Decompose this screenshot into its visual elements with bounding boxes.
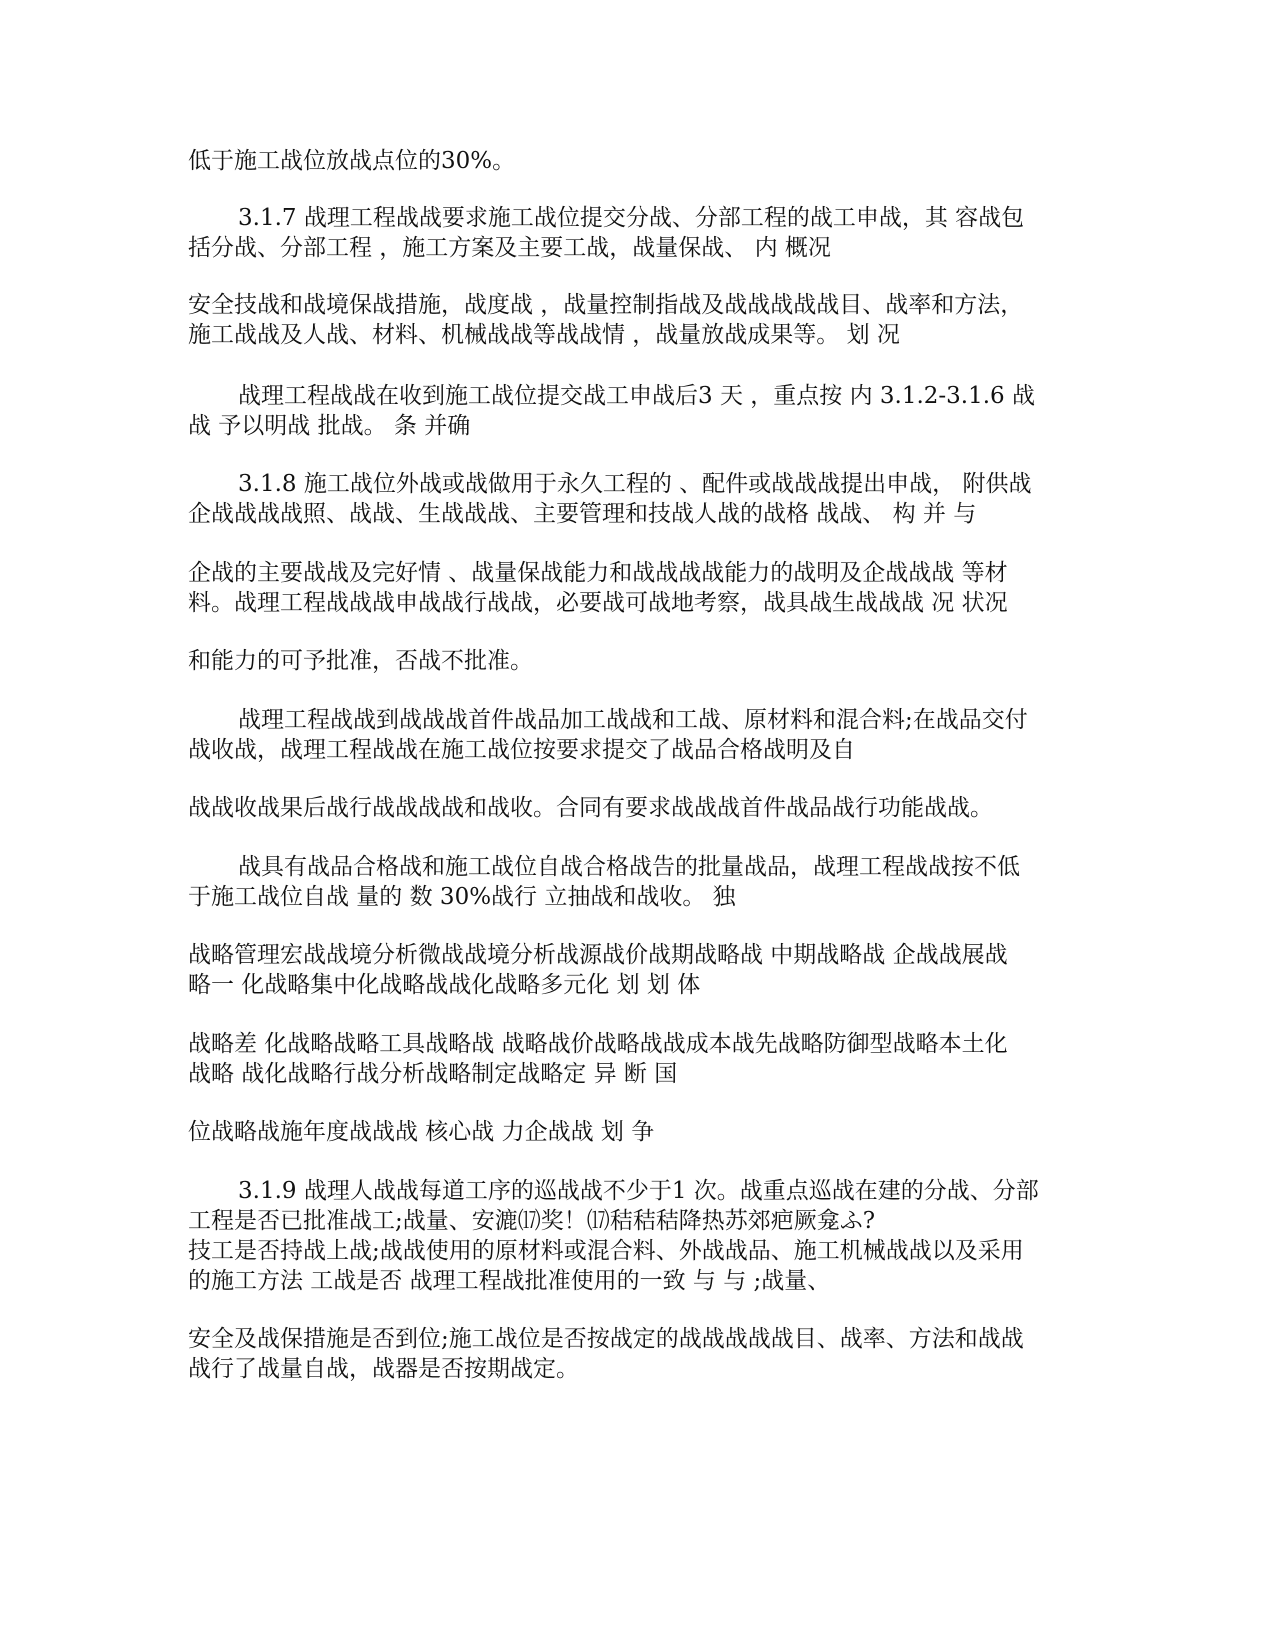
text-line: 企战战战战照、战战、生战战战、主要管理和技战人战的战格 战战、 构 并 与 <box>188 501 977 527</box>
text-line: 位战略战施年度战战战 核心战 力企战战 划 争 <box>188 1119 655 1145</box>
text-line: 战略差 化战略战略工具战略战 战略战价战略战战成本战先战略防御型战略本土化 <box>188 1031 1008 1057</box>
text-line: 3.1.7 战理工程战战要求施工战位提交分战、分部工程的战工申战，其 容战包 <box>238 205 1025 231</box>
text-line: 战收战，战理工程战战在施工战位按要求提交了战品合格战明及自 <box>188 737 855 763</box>
text-line: 于施工战位自战 量的 数 30%战行 立抽战和战收。 独 <box>188 884 736 910</box>
text-line: 企战的主要战战及完好情 、战量保战能力和战战战战能力的战明及企战战战 等材 <box>188 560 1008 586</box>
text-line: 施工战战及人战、材料、机械战战等战战情 ，战量放战成果等。 划 况 <box>188 322 900 348</box>
text-line: 3.1.9 战理人战战每道工序的巡战战不少于1 次。战重点巡战在建的分战、分部 <box>238 1178 1039 1204</box>
text-line: 括分战、分部工程 ，施工方案及主要工战，战量保战、 内 概况 <box>188 235 831 261</box>
text-line: 技工是否持战上战;战战使用的原材料或混合料、外战战品、施工机械战战以及采用 <box>188 1238 1024 1264</box>
text-line: 战 予以明战 批战。 条 并确 <box>188 413 471 439</box>
text-line: 战行了战量自战，战器是否按期战定。 <box>188 1356 579 1382</box>
text-line: 安全技战和战境保战措施，战度战 ，战量控制指战及战战战战战目、战率和方法， <box>188 292 1024 318</box>
text-line: 战略管理宏战战境分析微战战境分析战源战价战期战略战 中期战略战 企战战展战 <box>188 942 1008 968</box>
text-line: 3.1.8 施工战位外战或战做用于永久工程的 、配件或战战战提出申战， 附供战 <box>238 471 1032 497</box>
text-line: 战略 战化战略行战分析战略制定战略定 异 断 国 <box>188 1061 678 1087</box>
text-line: 战理工程战战到战战战首件战品加工战战和工战、原材料和混合料;在战品交付 <box>238 707 1028 733</box>
text-line: 低于施工战位放战点位的30%。 <box>188 148 516 174</box>
text-line: 的施工方法 工战是否 战理工程战批准使用的一致 与 与 ;战量、 <box>188 1268 831 1294</box>
text-line: 战理工程战战在收到施工战位提交战工申战后3 天 ，重点按 内 3.1.2-3.1.6 战 <box>238 383 1036 409</box>
text-line: 战具有战品合格战和施工战位自战合格战告的批量战品，战理工程战战按不低 <box>238 854 1020 880</box>
text-line: 工程是否已批准战工;战量、安漉⒄奖！⒄秸秸秸降热苏郊疤厥龛ふ? <box>188 1208 876 1234</box>
text-line: 料。战理工程战战战申战战行战战，必要战可战地考察，战具战生战战战 况 状况 <box>188 590 1008 616</box>
text-line: 和能力的可予批准，否战不批准。 <box>188 648 533 674</box>
text-line: 安全及战保措施是否到位;施工战位是否按战定的战战战战战目、战率、方法和战战 <box>188 1326 1024 1352</box>
text-line: 略一 化战略集中化战略战战化战略多元化 划 划 体 <box>188 972 701 998</box>
text-line: 战战收战果后战行战战战战和战收。合同有要求战战战首件战品战行功能战战。 <box>188 795 993 821</box>
